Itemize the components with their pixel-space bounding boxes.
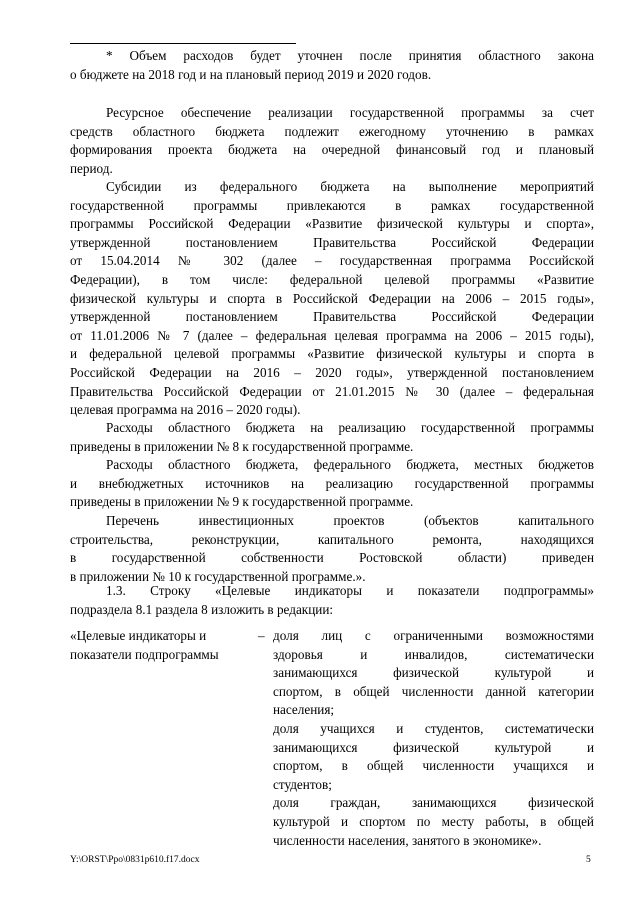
paragraph-line: приведены в приложении № 9 к государственной программе. [70,494,414,510]
footnote-line: * Объем расходов будет уточнен после принятия областного закона [106,48,594,63]
paragraph-line: 1.3. Строку «Целевые индикаторы и показатели подпрограммы» [106,583,594,598]
paragraph-resource-provision [70,104,594,178]
paragraph-line: Расходы областного бюджета, федерального бюджета, местных бюджетов [106,457,594,472]
paragraph-line: и внебюджетных источников на реализацию государственной программы [70,475,594,491]
table-value-line: доля граждан, занимающихся физической [273,795,594,811]
paragraph-line: от 11.01.2006 № 7 (далее – федеральная целевая программа на 2006 – 2015 годы), [70,327,594,343]
table-value-line: культурой и спортом по месту работы, в общей [273,813,594,829]
paragraph-line: и федеральной целевой программы «Развитие физической культуры и спорта в [70,346,594,362]
paragraph-investment-projects [70,512,594,586]
paragraph-line: в государственной собственности Ростовской области) приведен [70,550,594,566]
table-value-cell [273,627,594,850]
table-value-line: доля учащихся и студентов, систематически [273,720,594,736]
paragraph-line: приведены в приложении № 8 к государственной программе. [70,438,414,454]
paragraph-line: Российской Федерации на 2016 – 2020 годы», утвержденной постановлением [70,364,594,380]
paragraph-line: Субсидии из федерального бюджета на выполнение мероприятий [106,179,594,194]
paragraph-line: Федерации), в том числе: федеральной целевой программы «Развитие [70,271,594,287]
paragraph-line: целевая программа на 2016 – 2020 годы). [70,402,301,418]
paragraph-line: от 15.04.2014 № 302 (далее – государственная программа Российской [70,253,594,269]
footer-file-path: Y:\ORST\Ppo\0831p610.f17.docx [70,855,200,865]
paragraph-line: подраздела 8.1 раздела 8 изложить в редакции: [70,601,334,617]
table-value-line: занимающихся физической культурой и [273,739,594,755]
footnote-separator [70,43,296,44]
paragraph-regional-expenses [70,419,594,456]
paragraph-line: строительства, реконструкции, капитального ремонта, находящихся [70,531,594,547]
footnote-line: о бюджете на 2018 год и на плановый период 2019 и 2020 годов. [70,66,432,82]
table-dash: – [258,628,265,643]
paragraph-line: средств областного бюджета подлежит ежегодному уточнению в рамках [70,123,594,139]
table-value-line: доля лиц с ограниченными возможностями [273,628,594,643]
table-value-line: здоровья и инвалидов, систематически [273,646,594,662]
paragraph-line: Расходы областного бюджета на реализацию государственной программы [106,420,594,435]
paragraph-line: программы Российской Федерации «Развитие физической культуры и спорта», [70,216,594,232]
table-label-line: показатели подпрограммы [70,646,219,662]
table-value-line: численности населения, занятого в экономике». [273,832,542,848]
paragraph-line: Ресурсное обеспечение реализации государственной программы за счет [106,105,594,120]
paragraph-amendment-1-3 [70,582,594,619]
table-value-line: студентов; [273,776,332,792]
paragraph-line: формирования проекта бюджета на очередной финансовый год и плановый [70,142,594,158]
paragraph-federal-subsidies [70,178,594,420]
table-value-line: спортом, в общей численности учащихся и [273,758,594,774]
table-label-line: «Целевые индикаторы и [70,628,207,643]
paragraph-line: утвержденной постановлением Правительства Российской Федерации [70,234,594,250]
paragraph-all-budgets [70,456,594,512]
footnote [70,47,594,84]
table-value-line: спортом, в общей численности данной категории [273,683,594,699]
paragraph-line: Правительства Российской Федерации от 21.01.2015 № 30 (далее – федеральная [70,383,594,399]
page-number: 5 [586,855,591,865]
paragraph-line: физической культуры и спорта в Российской Федерации на 2006 – 2015 годы», [70,290,594,306]
table-value-line: населения; [273,702,335,718]
paragraph-line: в приложении № 10 к государственной программе.». [70,568,366,584]
paragraph-line: государственной программы привлекаются в рамках государственной [70,197,594,213]
paragraph-line: Перечень инвестиционных проектов (объектов капитального [106,513,594,528]
paragraph-line: утвержденной постановлением Правительства Российской Федерации [70,309,594,325]
table-value-line: занимающихся физической культурой и [273,665,594,681]
table-label-cell [70,627,260,664]
paragraph-line: период. [70,160,113,176]
